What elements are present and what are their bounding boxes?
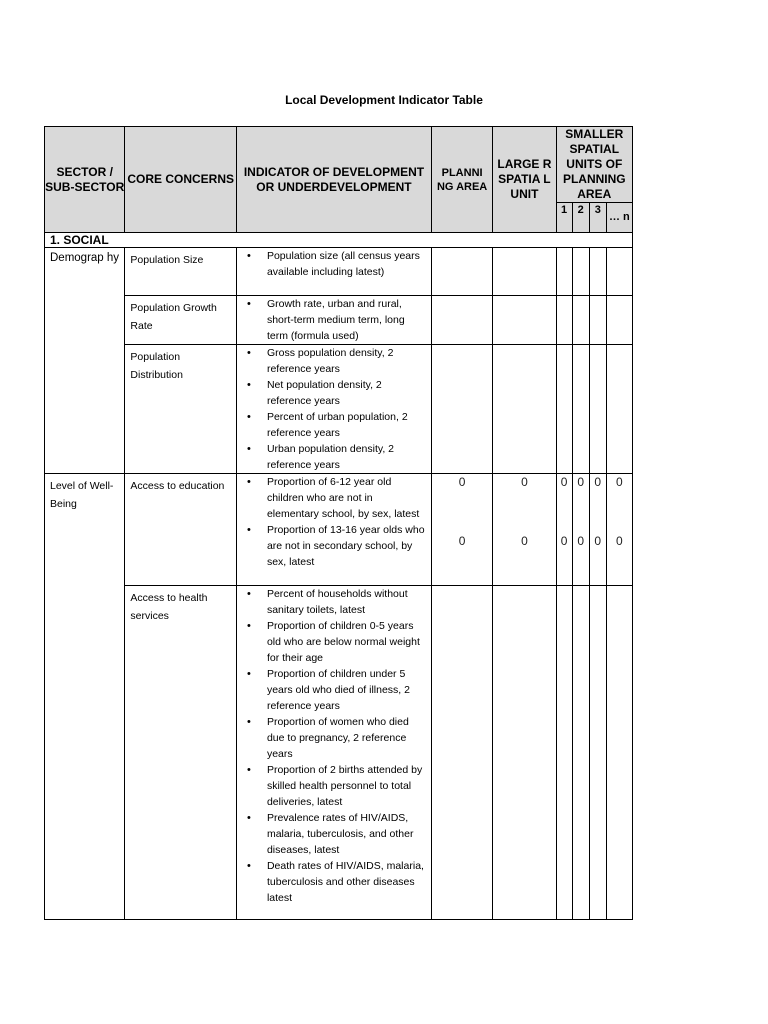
core-access-to-health-services: Access to health services bbox=[125, 586, 237, 920]
indicator-item: • Death rates of HIV/AIDS, malaria, tuberculosis and other diseases latest bbox=[237, 858, 431, 906]
indicator-item: • Proportion of 13-16 year olds who are not in secondary school, by sex, latest bbox=[237, 522, 431, 570]
header-unit-2: 2 bbox=[572, 203, 589, 233]
indicator-item: • Proportion of children 0-5 years old who are below normal weight for their age bbox=[237, 618, 431, 666]
value-larger-spatial-unit: 0 0 bbox=[493, 474, 556, 586]
indicator-item: • Proportion of 6-12 year old children who are not in elementary school, by sex, latest bbox=[237, 474, 431, 522]
core-access-to-education: Access to education bbox=[125, 474, 237, 586]
indicator-cell bbox=[236, 586, 431, 920]
indicator-item: • Net population density, 2 reference years bbox=[237, 377, 431, 409]
header-unit-n: … n bbox=[606, 203, 632, 233]
header-unit-1: 1 bbox=[556, 203, 572, 233]
indicator-item: • Prevalence rates of HIV/AIDS, malaria, tuberculosis, and other diseases, latest bbox=[237, 810, 431, 858]
indicator-item: • Population size (all census years available including latest) bbox=[237, 248, 431, 280]
indicator-item: • Percent of households without sanitary toilets, latest bbox=[237, 586, 431, 618]
header-sector: SECTOR / SUB-SECTOR bbox=[45, 127, 125, 233]
indicator-cell bbox=[236, 345, 431, 474]
header-planning-area: PLANNI NG AREA bbox=[431, 127, 492, 233]
header-unit-3: 3 bbox=[589, 203, 606, 233]
core-population-distribution: Population Distribution bbox=[125, 345, 237, 474]
page-title: Local Development Indicator Table bbox=[285, 93, 483, 107]
value-unit-1: 0 0 bbox=[556, 474, 572, 586]
indicator-cell bbox=[236, 474, 431, 586]
indicator-item: • Urban population density, 2 reference years bbox=[237, 441, 431, 473]
value-unit-2: 0 0 bbox=[572, 474, 589, 586]
core-population-size: Population Size bbox=[125, 248, 237, 296]
indicator-item: • Proportion of 2 births attended by skilled health personnel to total deliveries, latest bbox=[237, 762, 431, 810]
core-population-growth-rate: Population Growth Rate bbox=[125, 296, 237, 345]
indicator-cell bbox=[236, 296, 431, 345]
indicator-item: • Gross population density, 2 reference years bbox=[237, 345, 431, 377]
indicator-item: • Percent of urban population, 2 reference years bbox=[237, 409, 431, 441]
header-core-concerns: CORE CONCERNS bbox=[125, 127, 237, 233]
value-unit-n: 0 0 bbox=[606, 474, 632, 586]
indicator-item: • Proportion of women who died due to pregnancy, 2 reference years bbox=[237, 714, 431, 762]
indicator-table bbox=[44, 126, 633, 920]
subsector-demography: Demograp hy bbox=[45, 248, 125, 474]
section-heading: 1. SOCIAL bbox=[45, 233, 633, 248]
header-indicator: INDICATOR OF DEVELOPMENT OR UNDERDEVELOPMENT bbox=[236, 127, 431, 233]
indicator-cell bbox=[236, 248, 431, 296]
value-unit-3: 0 0 bbox=[589, 474, 606, 586]
header-larger-spatial-unit: LARGE R SPATIA L UNIT bbox=[493, 127, 556, 233]
indicator-item: • Growth rate, urban and rural, short-term medium term, long term (formula used) bbox=[237, 296, 431, 344]
indicator-item: • Proportion of children under 5 years old who died of illness, 2 reference years bbox=[237, 666, 431, 714]
header-smaller-spatial-units: SMALLER SPATIAL UNITS OF PLANNING AREA bbox=[556, 127, 632, 203]
subsector-level-of-well-being: Level of Well-Being bbox=[45, 474, 125, 920]
value-planning-area: 0 0 bbox=[431, 474, 492, 586]
